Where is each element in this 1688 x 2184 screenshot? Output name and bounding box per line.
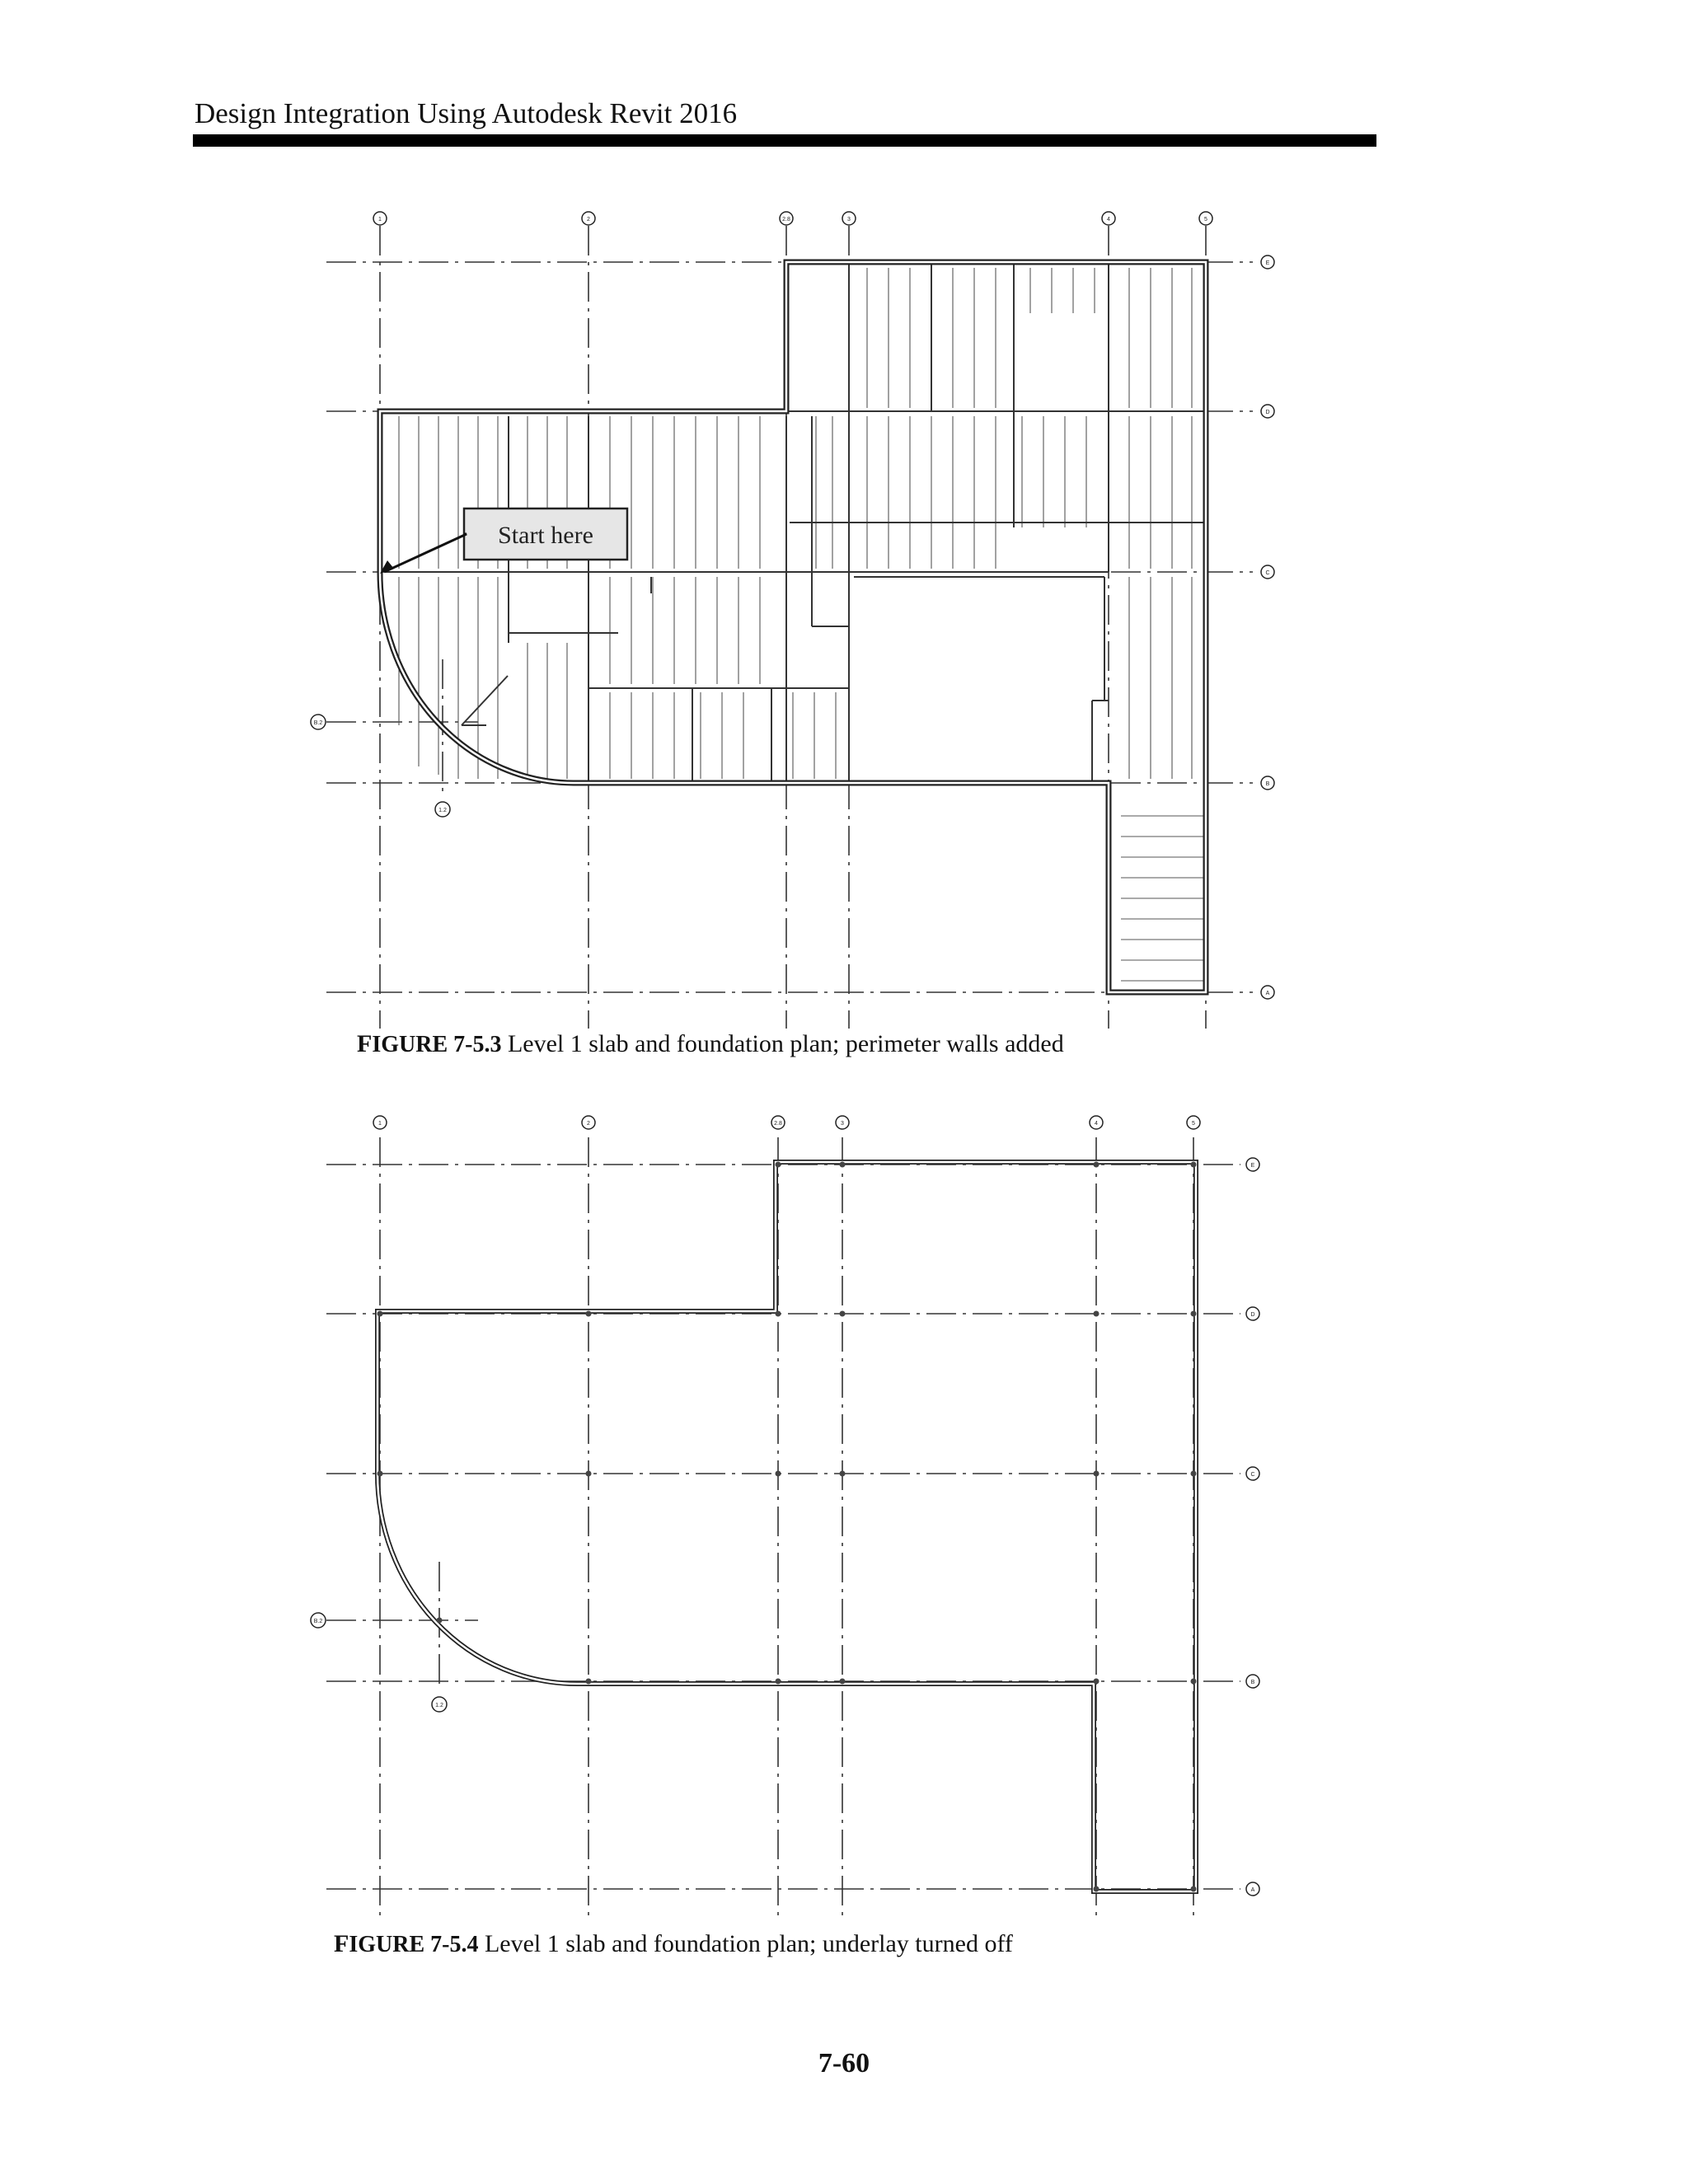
grid-row-d-label: D bbox=[1265, 410, 1270, 415]
grid-lines-2 bbox=[326, 1137, 1240, 1920]
figure-7-5-4-plan bbox=[0, 1104, 1688, 1929]
figure-7-5-4-caption bbox=[334, 1930, 1013, 1958]
grid-lines bbox=[326, 226, 1253, 1029]
open-area bbox=[1020, 317, 1099, 383]
figure-7-5-3-caption-text: Level 1 slab and foundation plan; perimeter walls added bbox=[507, 1030, 1064, 1057]
start-here-callout bbox=[380, 509, 627, 574]
start-here-label: Start here bbox=[498, 522, 593, 549]
grid-b2-label: B.2 bbox=[313, 720, 323, 726]
grid2-row-e-label: E bbox=[1250, 1163, 1255, 1169]
grid-bubble-labels-2 bbox=[314, 1121, 1255, 1893]
grid-col-1-label: 1 bbox=[378, 217, 382, 223]
page-number: 7-60 bbox=[818, 2048, 870, 2079]
figure-7-5-4-caption-text: Level 1 slab and foundation plan; underlay turned off bbox=[484, 1930, 1013, 1957]
figure-7-5-3-label: FIGURE 7-5.3 bbox=[357, 1030, 502, 1057]
grid-col-2-label: 2 bbox=[587, 217, 590, 223]
grid-bubble-labels bbox=[314, 217, 1270, 996]
grid-row-c-label: C bbox=[1265, 570, 1270, 576]
grid-intersection-dots bbox=[377, 1162, 1197, 1892]
running-header: Design Integration Using Autodesk Revit 2016 bbox=[195, 97, 738, 129]
grid2-row-b-label: B bbox=[1250, 1680, 1255, 1685]
grid-col-3-label: 3 bbox=[847, 217, 851, 223]
grid2-1-2-label: 1.2 bbox=[435, 1703, 443, 1708]
grid-row-b-label: B bbox=[1265, 781, 1270, 787]
grid-col-2-8-label: 2.8 bbox=[782, 217, 790, 223]
grid2-col-2-8-label: 2.8 bbox=[774, 1121, 782, 1127]
grid2-row-d-label: D bbox=[1250, 1312, 1255, 1318]
grid2-row-c-label: C bbox=[1250, 1472, 1255, 1478]
figure-7-5-3-plan bbox=[0, 0, 1688, 1063]
grid2-col-5-label: 5 bbox=[1192, 1121, 1195, 1127]
grid2-col-3-label: 3 bbox=[841, 1121, 844, 1127]
grid-row-e-label: E bbox=[1265, 260, 1270, 266]
grid-col-5-label: 5 bbox=[1204, 217, 1207, 223]
grid2-b2-label: B.2 bbox=[313, 1619, 323, 1624]
grid-bubbles-2 bbox=[311, 1116, 1259, 1896]
grid2-col-2-label: 2 bbox=[587, 1121, 590, 1127]
foundation-outline bbox=[377, 1162, 1196, 1891]
grid2-row-a-label: A bbox=[1250, 1887, 1255, 1893]
grid-row-a-label: A bbox=[1265, 991, 1270, 996]
foundation-outline-core bbox=[377, 1162, 1196, 1891]
grid-1-2-label: 1.2 bbox=[438, 808, 447, 813]
grid-col-4-label: 4 bbox=[1107, 217, 1110, 223]
figure-7-5-3-caption bbox=[357, 1030, 1064, 1058]
grid2-col-1-label: 1 bbox=[378, 1121, 382, 1127]
grid2-col-4-label: 4 bbox=[1095, 1121, 1098, 1127]
figure-7-5-4-label: FIGURE 7-5.4 bbox=[334, 1930, 479, 1957]
grid-bubbles bbox=[311, 212, 1274, 999]
